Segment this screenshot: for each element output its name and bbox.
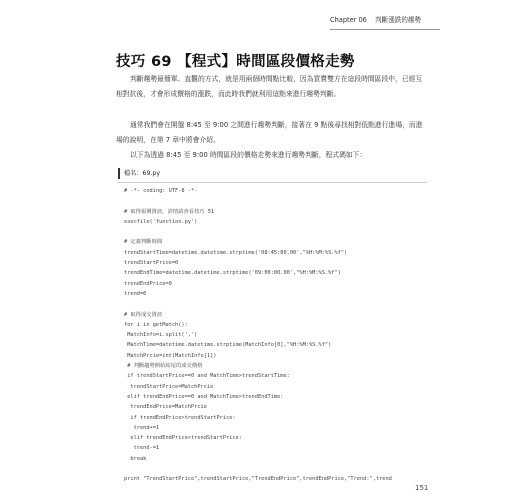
code-line: # 判斷趨勢開始結尾的成交價格 bbox=[124, 363, 203, 370]
code-line: trendEndPrice=0 bbox=[124, 280, 172, 287]
code-line: # 定義判斷時間 bbox=[124, 239, 163, 246]
code-line: # -*- coding: UTF-8 -*- bbox=[124, 188, 198, 194]
code-line: MatchPrcie=int(MatchInfo[1]) bbox=[124, 352, 217, 359]
code-line: trendStartPrice=0 bbox=[124, 260, 179, 267]
chapter-label: Chapter 06 bbox=[330, 16, 367, 24]
code-line: MatchTime=datetime.datetime.strptime(MatchInfo[0],"%H:%M:%S.%f") bbox=[124, 342, 332, 349]
code-line: break bbox=[124, 455, 147, 462]
code-line: elif trendEndPrice==0 and MatchTime>trendEndTime: bbox=[124, 393, 284, 400]
page-title: 技巧 69 【程式】時間區段價格走勢 bbox=[116, 54, 355, 70]
code-line: trendStartTime=datetime.datetime.strptime('08:45:00.00',"%H:%M:%S.%f") bbox=[124, 249, 348, 256]
code-listing bbox=[118, 164, 427, 483]
code-line bbox=[124, 299, 424, 309]
code-line: MatchInfo=i.split(',') bbox=[124, 332, 198, 339]
code-line: trend=0 bbox=[124, 290, 147, 297]
code-divider bbox=[118, 182, 427, 183]
code-line: # 取得成交資訊 bbox=[124, 311, 163, 318]
code-line: trend-=1 bbox=[124, 445, 160, 452]
code-line bbox=[124, 227, 424, 237]
code-intro-paragraph: 以下為透過 8:45 至 9:00 時間區段的價格走勢來進行趨勢判斷，程式碼如下： bbox=[130, 151, 367, 159]
code-line: if trendStartPrice==0 and MatchTime>trendStartTime: bbox=[124, 373, 290, 380]
code-line: trendEndPrice=MatchPrcie bbox=[124, 404, 207, 411]
code-line: trendEndTime=datetime.datetime.strptime('09:00:00.00',"%H:%M:%S.%f") bbox=[124, 270, 341, 277]
header-divider bbox=[330, 29, 440, 30]
page-number: 151 bbox=[415, 484, 429, 492]
code-line bbox=[124, 196, 424, 206]
code-line: elif trendEndPrice<trendStartPrice: bbox=[124, 435, 242, 442]
code-line: trendStartPrice=MatchPrcie bbox=[124, 383, 214, 390]
timing-paragraph: 通常我們會在開盤 8:45 至 9:00 之間進行趨勢判斷，接著在 9 點後尋找相對低點進行進場，而進場的說明，在第 7 章中將會介紹。 bbox=[116, 121, 423, 145]
section-label: 判斷漲跌的趨勢 bbox=[374, 16, 422, 24]
code-line: for i in getMatch(): bbox=[124, 321, 188, 328]
code-line bbox=[124, 464, 424, 474]
code-block bbox=[124, 186, 424, 485]
code-line: trend+=1 bbox=[124, 424, 160, 431]
intro-paragraph: 判斷趨勢最簡單、直觀的方式，就是用兩個時間點比較，因為買賣雙方在這段時間區段中，已經互相對抗後，才會形成價格的漲跌，而此時我們就利用這點來進行趨勢判斷。 bbox=[116, 75, 423, 99]
code-line: if trendEndPrice>trendStartPrice: bbox=[124, 414, 236, 421]
code-line: # 取得報價資訊，詳情請查看技巧 51 bbox=[124, 208, 215, 215]
code-line: execfile('function.py') bbox=[124, 218, 198, 225]
code-line: print "TrendStartPrice",trendStartPrice,"TrendEndPrice",trendEndPrice,"Trend:",trend bbox=[124, 476, 392, 483]
running-header bbox=[330, 14, 427, 24]
code-filename: 檔名：69.py bbox=[118, 168, 164, 179]
